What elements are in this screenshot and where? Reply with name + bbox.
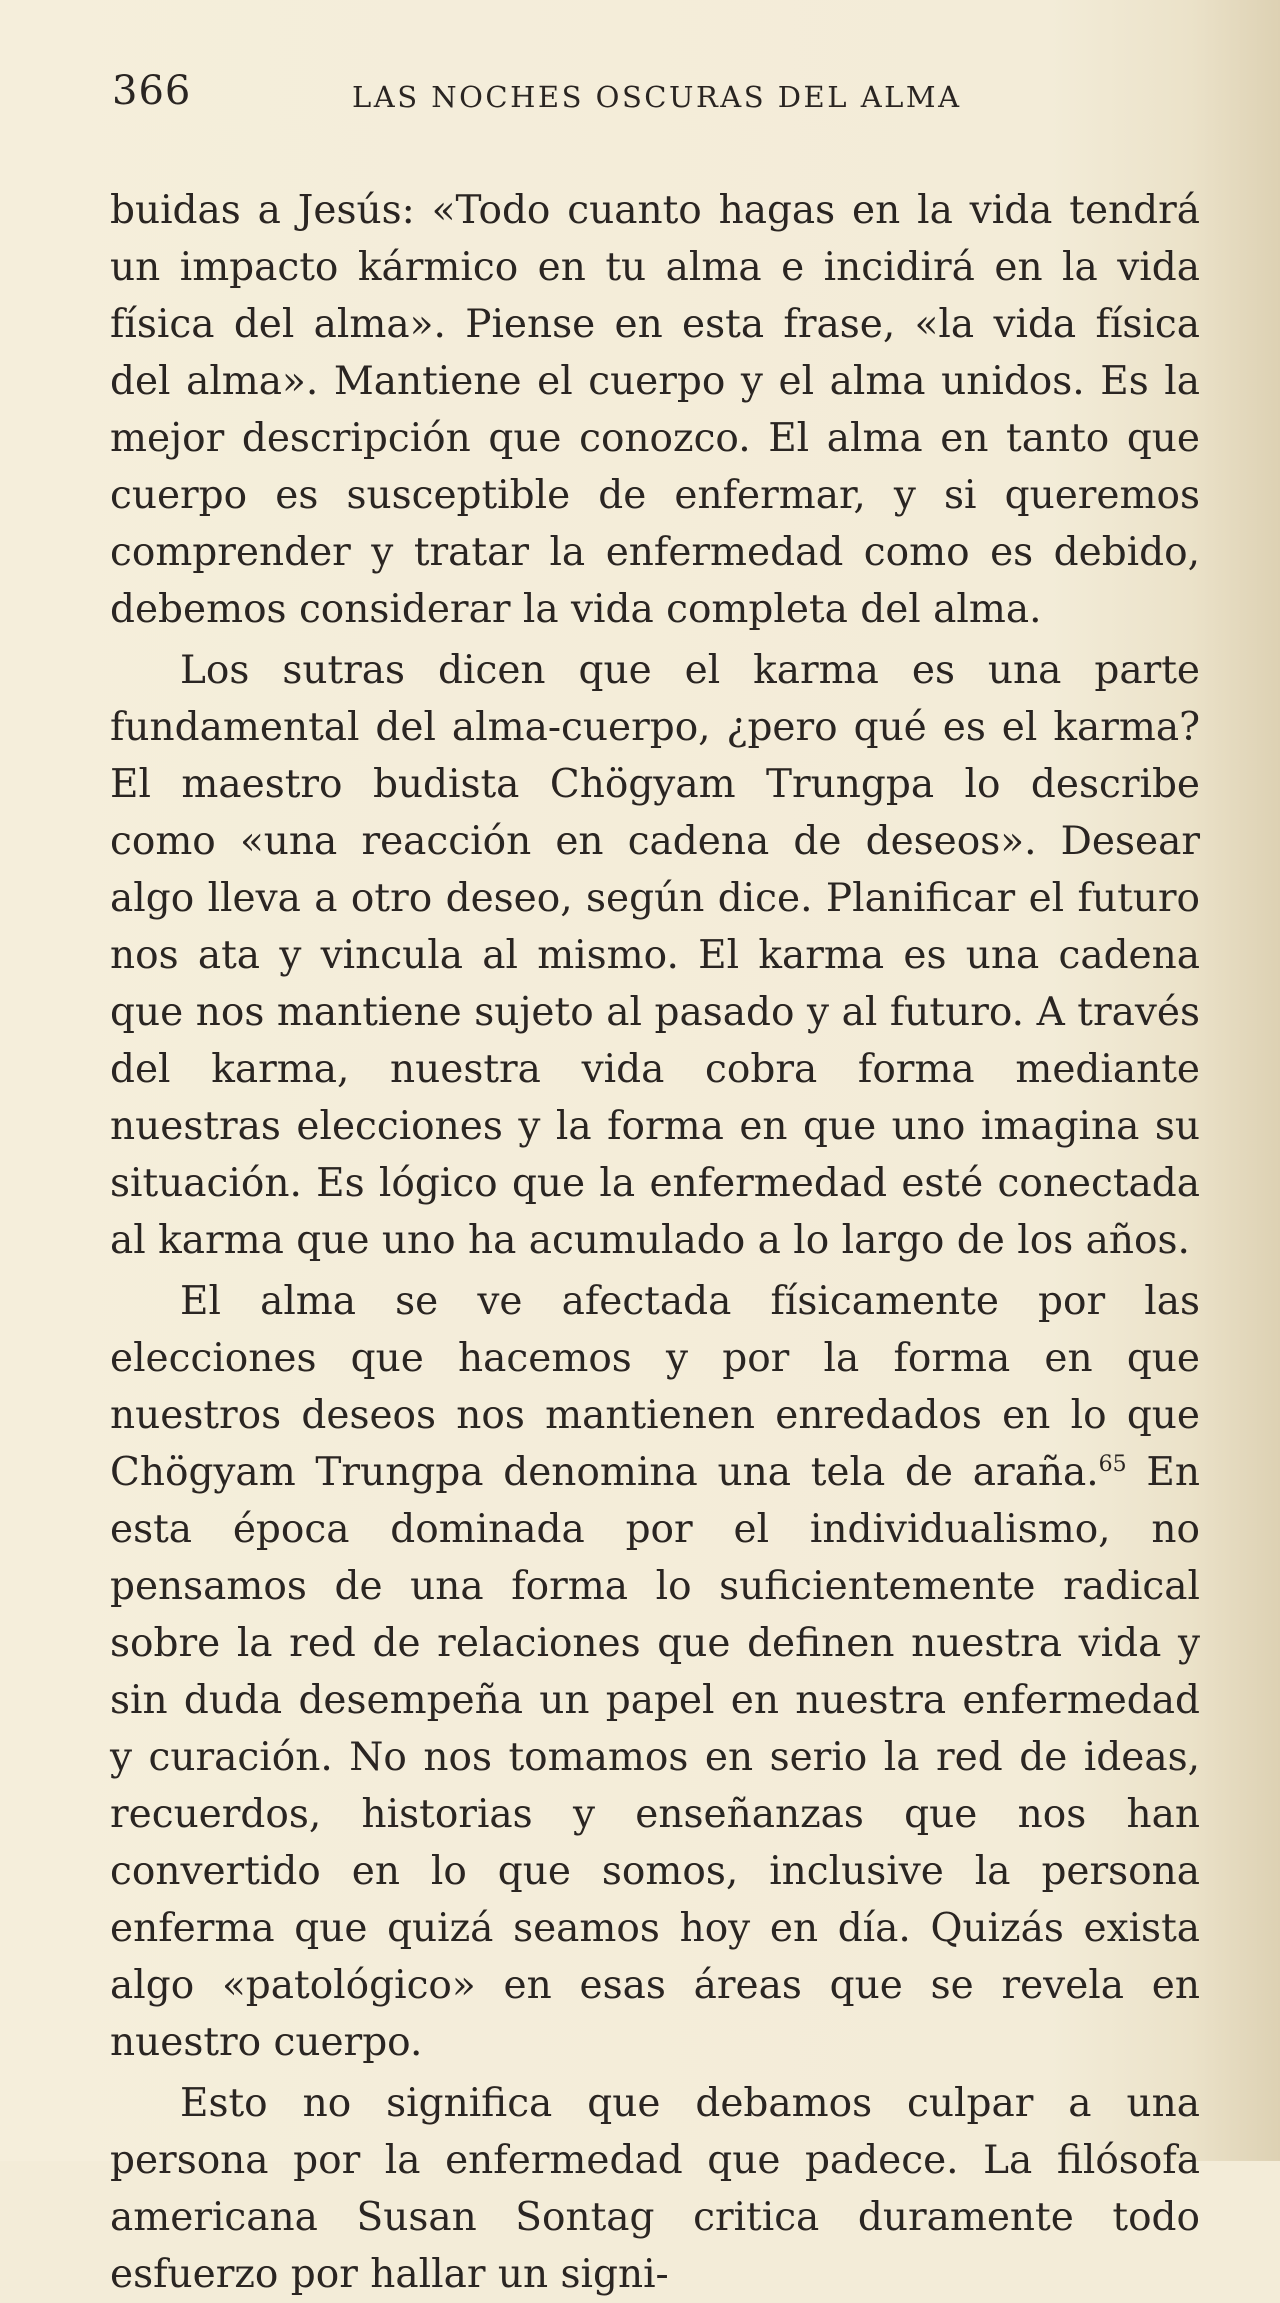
running-head: LAS NOCHES OSCURAS DEL ALMA	[352, 80, 962, 114]
page-header	[112, 68, 1012, 118]
footnote-marker: 65	[1098, 1452, 1127, 1477]
body-text	[110, 182, 1200, 2303]
paragraph-4: Esto no significa que debamos culpar a una persona por la enfermedad que padece. La filósofa americana Susan Sontag critica duramente todo esfuerzo por hallar un signi-	[110, 2081, 1200, 2297]
page-number: 366	[112, 68, 192, 114]
paragraph-3	[110, 1273, 1200, 2071]
paragraph-3-text-after-note: En esta época dominada por el individualismo, no pensamos de una forma lo suficientemente radical sobre la red de relaciones que definen nuestra vida y sin duda desempeña un papel en nuestra enfermedad y curación. No nos tomamos en serio la red de ideas, recuerdos, historias y enseñanzas que nos han convertido en lo que somos, inclusive la persona enferma que quizá seamos hoy en día. Quizás exista algo «patológico» en esas áreas que se revela en nuestro cuerpo.	[110, 1450, 1200, 2065]
paragraph-3-text-before-note: El alma se ve afectada físicamente por las elecciones que hacemos y por la forma en que nuestros deseos nos mantienen enredados en lo que Chögyam Trungpa denomina una tela de araña.	[110, 1279, 1200, 1495]
paragraph-2: Los sutras dicen que el karma es una parte fundamental del alma-cuerpo, ¿pero qué es el karma? El maestro budista Chögyam Trungpa lo describe como «una reacción en cadena de deseos». Desear algo lleva a otro deseo, según dice. Planificar el futuro nos ata y vincula al mismo. El karma es una cadena que nos mantiene sujeto al pasado y al futuro. A través del karma, nuestra vida cobra forma mediante nuestras elecciones y la forma en que uno imagina su situación. Es lógico que la enfermedad esté conectada al karma que uno ha acumulado a lo largo de los años.	[110, 648, 1200, 1263]
paragraph-1: buidas a Jesús: «Todo cuanto hagas en la vida tendrá un impacto kármico en tu alma e incidirá en la vida física del alma». Piense en esta frase, «la vida física del alma». Mantiene el cuerpo y el alma unidos. Es la mejor descripción que conozco. El alma en tanto que cuerpo es susceptible de enfermar, y si queremos comprender y tratar la enfermedad como es debido, debemos considerar la vida completa del alma.	[110, 188, 1200, 632]
